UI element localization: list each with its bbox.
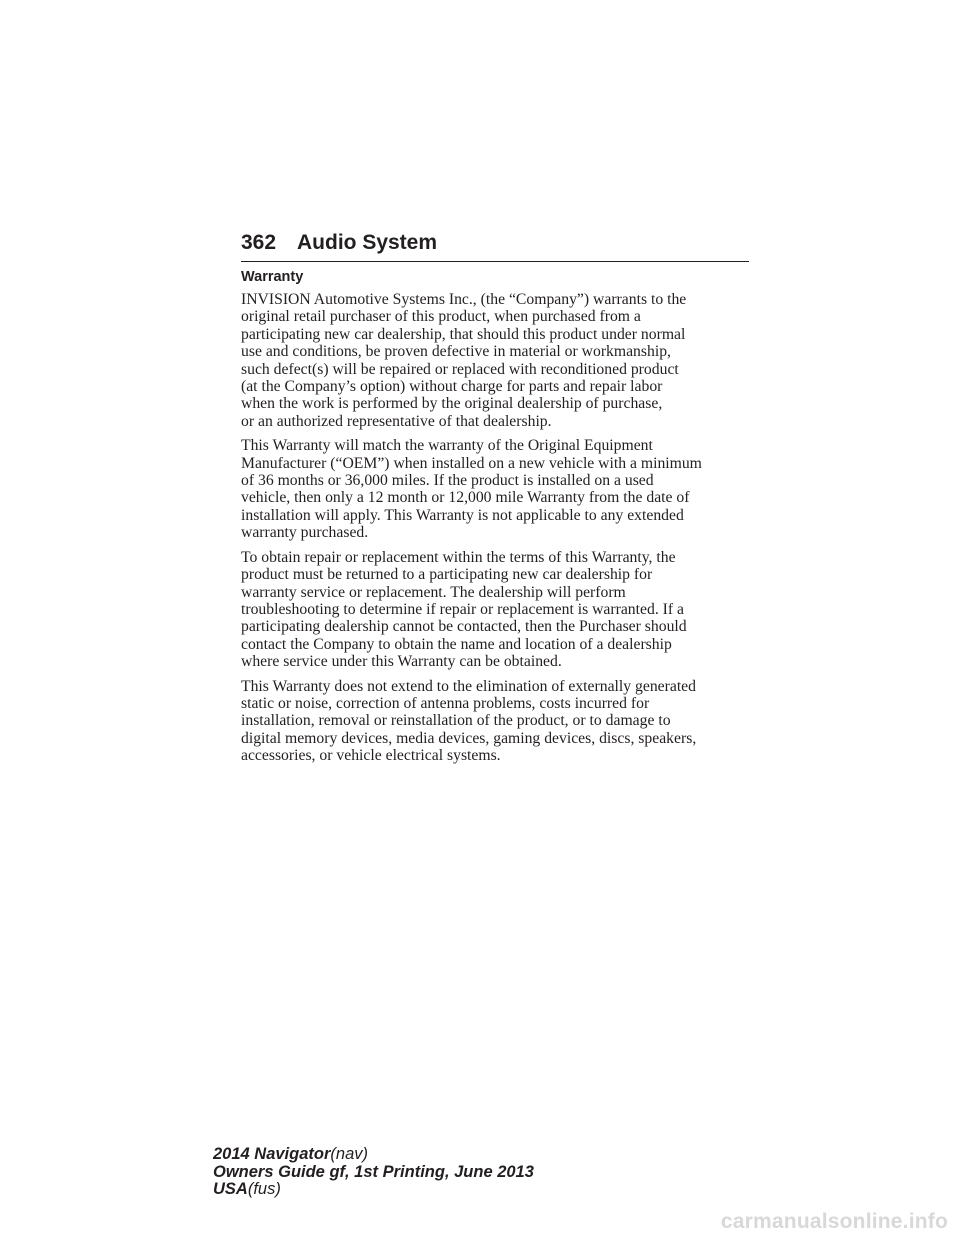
paragraph-obtain-repair: To obtain repair or replacement within the terms of this Warranty, the product must be returned to a participating new car dealership for warranty service or replacement. The dealership will perform troubleshooting to determine if repair or replacement is warranted. If a participating dealership cannot be contacted, then the Purchaser should contact the Company to obtain the name and location of a dealership where service under this Warranty can be obtained. [241, 548, 687, 671]
footer-line-printing [213, 1164, 534, 1182]
warranty-heading: Warranty [241, 269, 304, 285]
page-content [241, 268, 751, 772]
page-footer [213, 1146, 534, 1199]
paragraph-warranty-term: This Warranty will match the warranty of the Original Equipment Manufacturer (“OEM”) when installed on a new vehicle with a minimum of 36 months or 36,000 miles. If the product is installed on a used vehicle, then only a 12 month or 12,000 mile Warranty from the date of installation will apply. This Warranty is not applicable to any extended warranty purchased. [241, 437, 702, 542]
footer-line-market [213, 1181, 534, 1199]
paragraph-warranty-statement: INVISION Automotive Systems Inc., (the “Company”) warrants to the original retail purchaser of this product, when purchased from a participating new car dealership, that should this product under normal use and conditions, be proven defective in material or workmanship, such defect(s) will be repaired or replaced with reconditioned product (at the Company’s option) without charge for parts and repair labor when the work is performed by the original dealership of purchase, or an authorized representative of that dealership. [241, 291, 687, 430]
paragraph-exclusions: This Warranty does not extend to the elimination of externally generated static or noise, correction of antenna problems, costs incurred for installation, removal or reinstallation of the product, or to damage to digital memory devices, media devices, gaming devices, discs, speakers, accessories, or vehicle electrical systems. [241, 677, 697, 765]
footer-model: 2014 Navigator [213, 1145, 331, 1163]
page-header [241, 229, 749, 262]
footer-printing: Owners Guide gf, 1st Printing, June 2013 [213, 1162, 534, 1181]
footer-line-model [213, 1146, 534, 1164]
footer-model-code: (nav) [330, 1145, 368, 1163]
page-number: 362 [241, 231, 277, 254]
footer-market-code: (fus) [247, 1180, 281, 1198]
footer-market: USA [213, 1180, 248, 1198]
watermark: carmanualsonline.info [720, 1210, 948, 1233]
section-title: Audio System [297, 231, 438, 254]
